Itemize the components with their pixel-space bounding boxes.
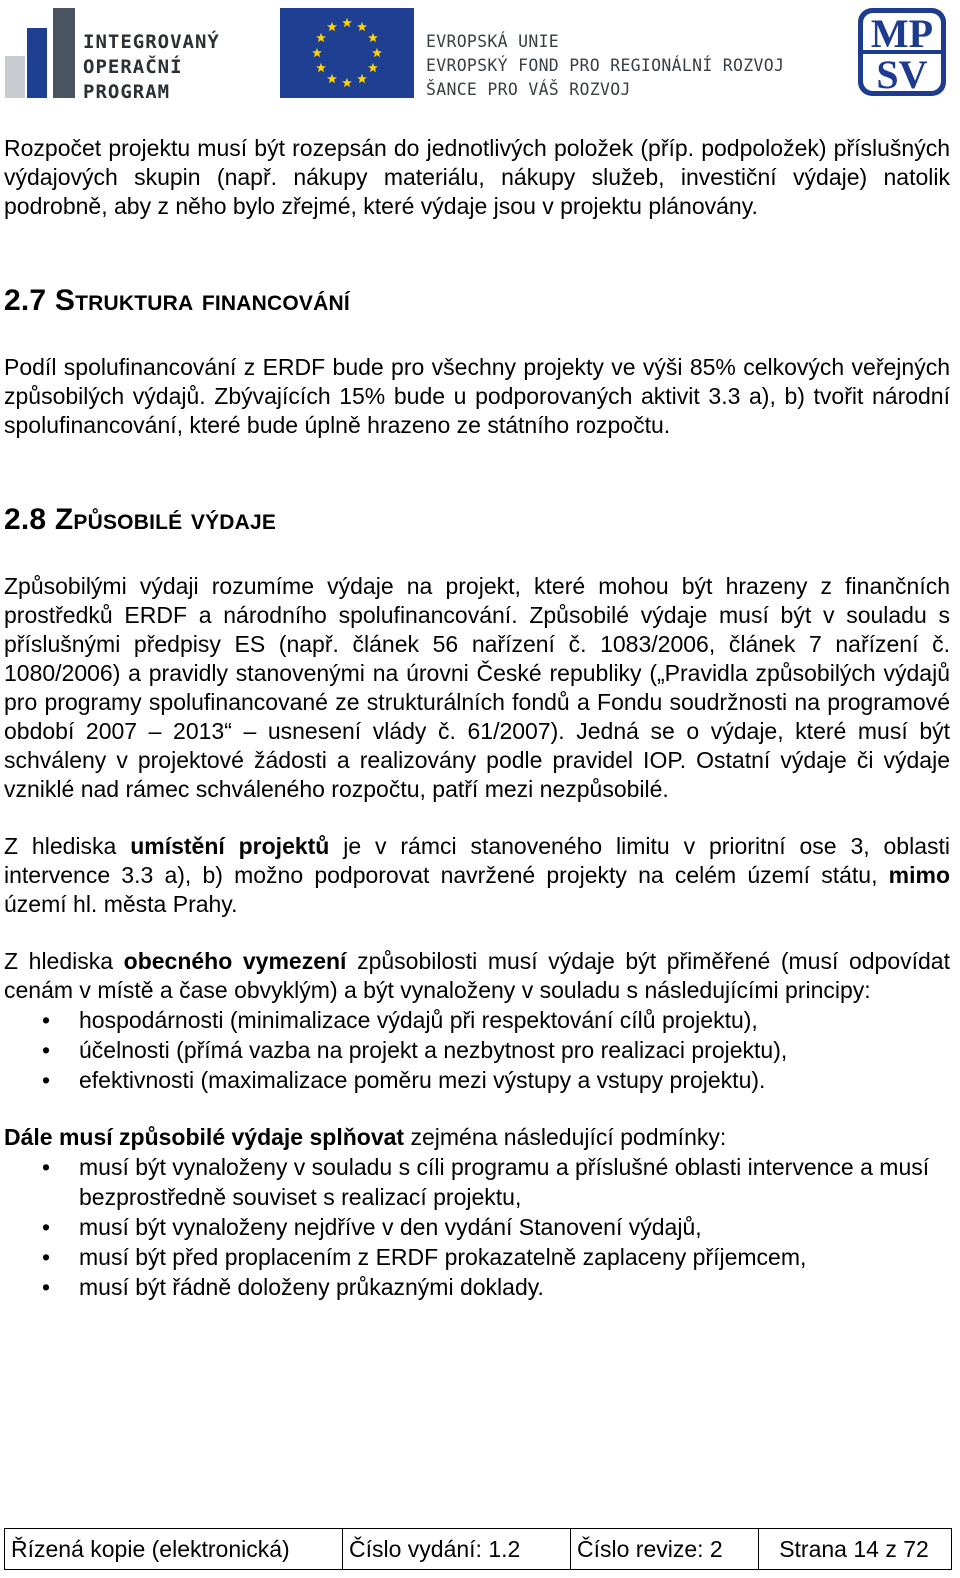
list-item-text: musí být vynaloženy v souladu s cíli programu a příslušné oblasti intervence a musí bezprostředně souviset s realizací projektu, <box>79 1154 930 1210</box>
document-body <box>4 134 950 1302</box>
mpsv-logo <box>856 6 948 98</box>
iop-logo-bar-light <box>5 56 25 98</box>
section-2-7-paragraph: Podíl spolufinancování z ERDF bude pro všechny projekty ve výši 85% celkových veřejných způsobilých výdajů. Zbývajících 15% bude u podporovaných aktivit 3.3 a), b) tvořit národní spolufinancování, které bude úplně hrazeno ze státního rozpočtu. <box>4 354 950 438</box>
general-text-post: způsobilosti musí výdaje být přiměřené (musí odpovídat cenám v místě a čase obvyklým) a být vynaloženy v souladu s následujícími principy: <box>4 948 950 1003</box>
iop-logo <box>5 8 250 103</box>
iop-line-3: PROGRAM <box>83 81 171 103</box>
eu-flag-icon <box>280 8 414 98</box>
header-logo-bar <box>0 0 960 110</box>
list-item <box>4 1242 950 1272</box>
list-item-text: musí být vynaloženy nejdříve v den vydání Stanovení výdajů, <box>79 1214 702 1240</box>
iop-logo-bar-dark <box>53 8 75 98</box>
mpsv-logo-top-text: MP <box>870 11 934 56</box>
list-item-text: účelnosti (přímá vazba na projekt a nezbytnost pro realizaci projektu), <box>79 1037 788 1063</box>
principles-list <box>4 1005 950 1095</box>
mpsv-logo-bottom-text: SV <box>876 52 928 97</box>
location-text-bold: umístění projektů <box>130 833 330 859</box>
section-2-7-number: 2.7 <box>4 284 47 317</box>
iop-logo-text <box>83 30 253 105</box>
section-2-8-title: Způsobilé výdaje <box>54 503 277 536</box>
section-2-7-title: Struktura financování <box>54 284 350 317</box>
list-item <box>4 1212 950 1242</box>
bullet-icon: • <box>42 1037 51 1063</box>
footer-page-number: Strana 14 z 72 <box>779 1536 929 1562</box>
list-item-text: hospodárnosti (minimalizace výdajů při respektování cílů projektu), <box>79 1007 758 1033</box>
location-text-mid: je v rámci stanoveného limitu v prioritní ose 3, oblasti intervence 3.3 a), b) možno podporovat navržené projekty na celém území státu, <box>4 833 950 888</box>
conditions-text-bold: Dále musí způsobilé výdaje splňovat <box>4 1124 405 1150</box>
eu-line-2: EVROPSKÝ FOND PRO REGIONÁLNÍ ROZVOJ <box>426 56 785 75</box>
iop-line-1: INTEGROVANÝ <box>83 31 220 53</box>
bullet-icon: • <box>42 1244 51 1270</box>
intro-paragraph: Rozpočet projektu musí být rozepsán do jednotlivých položek (příp. podpoložek) příslušných výdajových skupin (např. nákupy materiálu, nákupy služeb, investiční výdaje) natolik podrobně, aby z něho bylo zřejmé, které výdaje jsou v projektu plánovány. <box>4 135 950 219</box>
list-item <box>4 1065 950 1095</box>
general-text-pre: Z hlediska <box>4 948 124 974</box>
bullet-icon: • <box>42 1067 51 1093</box>
eu-logo-text <box>426 30 826 102</box>
conditions-text-post: zejména následující podmínky: <box>404 1124 727 1150</box>
eu-line-3: ŠANCE PRO VÁŠ ROZVOJ <box>426 80 631 99</box>
footer-revision: Číslo revize: 2 <box>571 1529 759 1569</box>
conditions-list <box>4 1152 950 1302</box>
bullet-icon: • <box>42 1274 51 1300</box>
list-item <box>4 1272 950 1302</box>
bullet-icon: • <box>42 1214 51 1240</box>
list-item-text: musí být před proplacením z ERDF prokazatelně zaplaceny příjemcem, <box>79 1244 807 1270</box>
section-2-7-heading <box>4 283 950 319</box>
bullet-icon: • <box>42 1007 51 1033</box>
bullet-icon: • <box>42 1154 51 1180</box>
location-text-post: území hl. města Prahy. <box>4 891 238 917</box>
location-text-pre: Z hlediska <box>4 833 131 859</box>
iop-logo-bar-blue <box>27 28 47 98</box>
section-2-8-number: 2.8 <box>4 503 47 536</box>
footer-table <box>4 1528 952 1570</box>
iop-line-2: OPERAČNÍ <box>83 56 183 78</box>
list-item-text: musí být řádně doloženy průkaznými doklady. <box>79 1274 544 1300</box>
location-text-bold-2: mimo <box>888 862 950 888</box>
section-2-8-heading <box>4 502 950 538</box>
general-text-bold: obecného vymezení <box>123 948 347 974</box>
conditions-paragraph <box>4 1123 950 1152</box>
list-item <box>4 1005 950 1035</box>
footer-copy-type: Řízená kopie (elektronická) <box>5 1529 343 1569</box>
section-2-8-paragraph: Způsobilými výdaji rozumíme výdaje na projekt, které mohou být hrazeny z finančních prostředků ERDF a národního spolufinancování. Způsobilé výdaje musí být v souladu s příslušnými předpisy ES (např. článek 56 nařízení č. 1083/2006, článek 7 nařízení č. 1080/2006) a pravidly stanovenými na úrovni České republiky („Pravidla způsobilých výdajů pro programy spolufinancované ze strukturálních fondů a Fondu soudržnosti na programové období 2007 – 2013“ – usnesení vlády č. 61/2007). Jedná se o výdaje, které musí být schváleny v projektové žádosti a realizovány podle pravidel IOP. Ostatní výdaje či výdaje vzniklé nad rámec schváleného rozpočtu, patří mezi nezpůsobilé. <box>4 573 950 802</box>
list-item-text: efektivnosti (maximalizace poměru mezi výstupy a vstupy projektu). <box>79 1067 766 1093</box>
list-item <box>4 1035 950 1065</box>
footer-edition: Číslo vydání: 1.2 <box>343 1529 571 1569</box>
location-paragraph <box>4 832 950 919</box>
list-item <box>4 1152 950 1212</box>
eu-line-1: EVROPSKÁ UNIE <box>426 32 560 51</box>
general-paragraph <box>4 947 950 1005</box>
